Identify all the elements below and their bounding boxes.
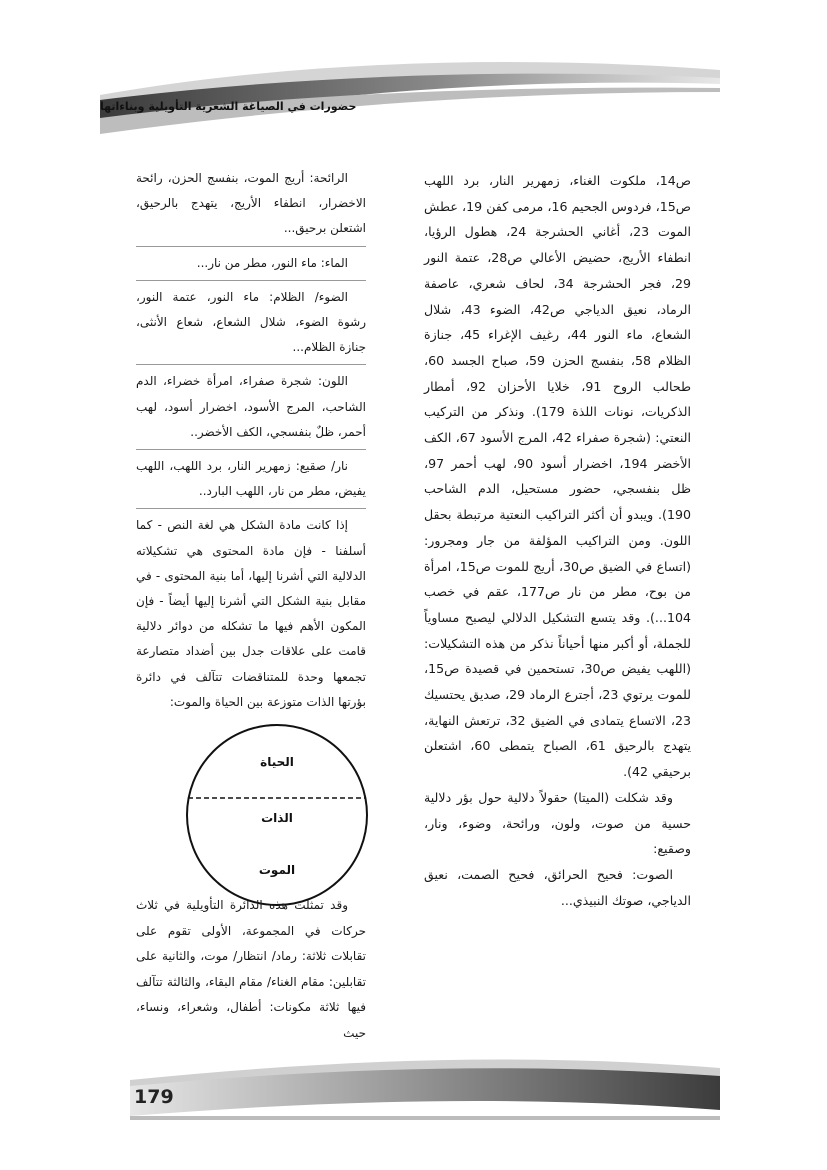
left-paragraph-closing: وقد تمثلت هذه الدائرة التأويلية في ثلاث حركات في المجموعة، الأولى تقوم على تقابلات ثلاثة: رماد/ انتظار/ موت، والثانية على تقابلين: مقام الغناء/ مقام البقاء، والثالثة تتآلف فيها ثلاثة مكونات: أطفال، وشعراء، ونساء، حيث [136,898,366,1040]
circle-diagram [184,722,370,908]
left-paragraph-form: إذا كانت مادة الشكل هي لغة النص - كما أسلفنا - فإن مادة المحتوى هي تشكيلاته الدلالية التي أشرنا إليها، أما بنية المحتوى - في مقابل بنية الشكل التي أشرنا إليها أيضاً - فإن المكون الأهم فيها ما تشكله من دوائر دلالية قامت على علاقات جدل بين أضداد متصارعة تجمعها وحدة للمتناقضات تتآلف في دائرة بؤرتها الذات متوزعة بين الحياة والموت: [136,518,366,709]
diagram-label-self: الذات [261,811,293,825]
divider [136,364,366,365]
divider [136,508,366,509]
left-paragraph-water: الماء: ماء النور، مطر من نار... [196,255,348,270]
divider [136,246,366,247]
right-paragraph-3: الصوت: فحيح الحرائق، فحيح الصمت، نعيق الدياجي، صوتك النبيذي... [424,866,691,908]
header-band [0,0,827,160]
divider [136,280,366,281]
left-column [136,166,366,719]
divider [136,449,366,450]
right-paragraph-2: وقد شكلت (الميتا) حقولاً دلالية حول بؤر دلالية حسية من صوت، ولون، ورائحة، وضوء، ونار، وصقيع: [424,789,691,857]
left-paragraph-light: الضوء/ الظلام: ماء النور، عتمة النور، رشوة الضوء، شلال الشعاع، شعاع الأنثى، جنازة الظلام... [136,289,366,355]
left-paragraph-smell: الرائحة: أريج الموت، بنفسج الحزن، رائحة الاخضرار، انطفاء الأريج، يتهدج بالرحيق، اشتعلن برحيق... [136,171,366,236]
footer-band [0,1050,827,1170]
running-header-title: حضورات في الصياغة الشعرية التأويلية وبناءاتها [100,100,357,113]
diagram-label-life: الحياة [260,755,294,769]
page-number: 179 [134,1086,174,1108]
left-paragraph-color: اللون: شجرة صفراء، امرأة خضراء، الدم الشاحب، المرج الأسود، اخضرار أسود، لهب أحمر، ظلٌ بنفسجي، الكف الأخضر.. [136,374,366,439]
left-paragraph-fire: نار/ صقيع: زمهرير النار، برد اللهب، اللهب يفيض، مطر من نار، اللهب البارد.. [136,459,366,499]
right-column [424,168,691,913]
right-paragraph-1: ص14، ملكوت الغناء، زمهرير النار، برد اللهب ص15، فردوس الجحيم 16، مرمى كفن 19، عطش الموت 23، أغاني الحشرجة 24، هطول الرؤيا، انطفاء الأريج، حضيض الأعالي ص28، عتمة النور 29، فجر الحشرجة 34، لحاف شعري، عاصفة الرماد، نعيق الدياجي ص42، الضوء 43، شلال الشعاع، ماء النور 44، رغيف الإغراء 45، جنازة الظلام 58، بنفسج الحزن 59، صباح الجسد 60، طحالب الروح 91، خلايا الأحزان 92، أمطار الذكريات، نونات اللذة 179). ونذكر من التركيب النعتي: (شجرة صفراء 42، المرج الأسود 67، الكف الأخضر 194، اخضرار أسود 90، لهب أحمر 97، ظل بنفسجي، حضور مستحيل، الدم الشاحب 190). ويبدو أن أكثر التراكيب النعتية مرتبطة بحقل اللون. ومن التراكيب المؤلفة من جار ومجرور: (اتساع في الضيق ص30، أريج للموت ص15، امرأة من بوح، مطر من نار ص177، عقم في خصب 104...). وقد يتسع التشكيل الدلالي ليصبح مساوياً للجملة، أو أكبر منها أحياناً نذكر من هذه التشكيلات: (اللهب يفيض ص30، تستحمين في قصيدة ص15، للموت يرتوي 23، أجترع الرماد 29، صديق يحتسيك 23، الاتساع يتمادى في الضيق 32، ترتعش النهاية، يتهدج بالرحيق 61، الصباح يتمطى 60، اشتعلن برحيقي 42). [424,173,692,780]
left-column-closing [136,893,366,1046]
diagram-label-death: الموت [258,863,296,877]
